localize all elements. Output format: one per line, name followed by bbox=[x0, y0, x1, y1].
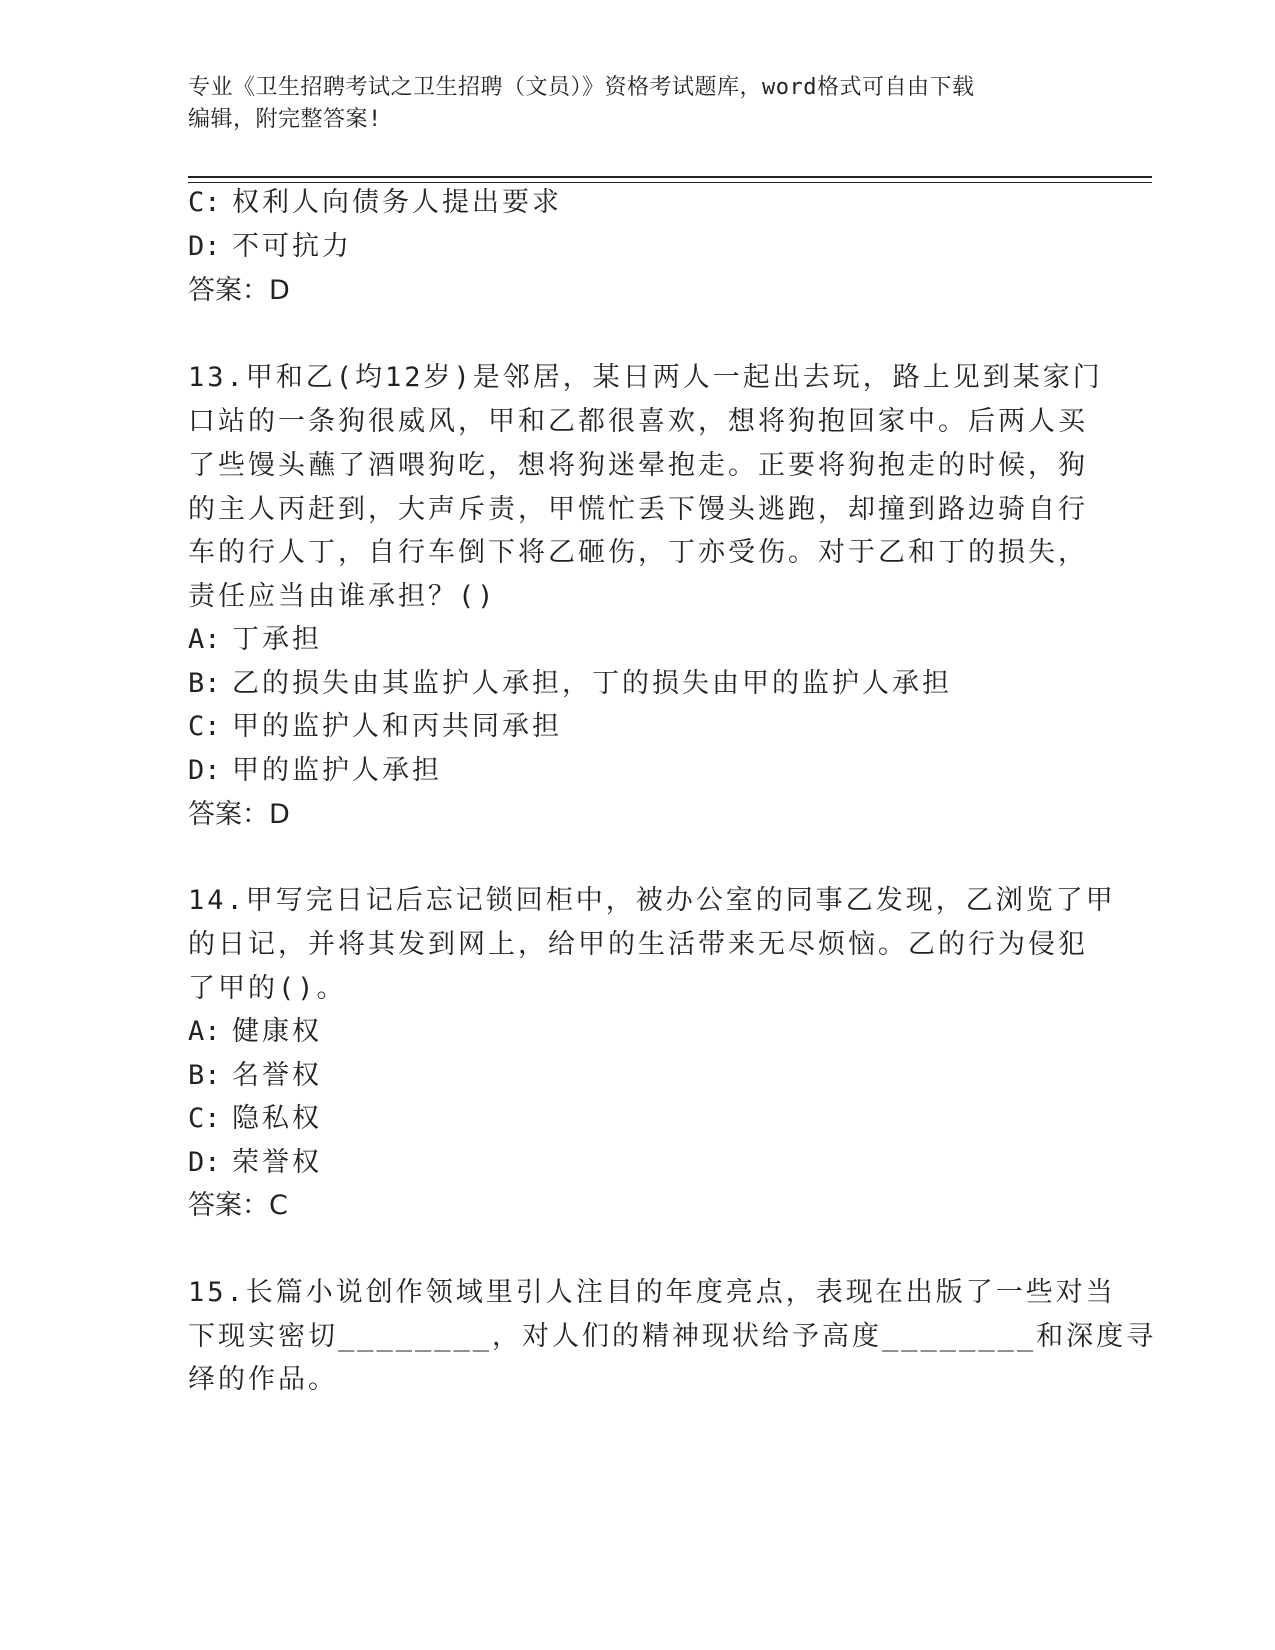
q13-option-a bbox=[188, 622, 322, 658]
header-line-2: 编辑，附完整答案! bbox=[188, 107, 382, 132]
document-header bbox=[188, 72, 1068, 136]
header-rule-thin bbox=[188, 182, 1152, 183]
q13-text-line: 责任应当由谁承担？() bbox=[188, 581, 497, 612]
q13-text-line: 的主人丙赶到，大声斥责，甲慌忙丢下馒头逃跑，却撞到路边骑自行 bbox=[188, 494, 1088, 525]
q14-text-line: 了甲的()。 bbox=[188, 973, 347, 1004]
q12-option-d bbox=[188, 229, 352, 265]
option-text: 甲的监护人承担 bbox=[232, 755, 442, 786]
q14-option-c bbox=[188, 1101, 322, 1137]
option-letter: C: bbox=[188, 187, 221, 218]
q15-text-line: 下现实密切________，对人们的精神现状给予高度________和深度寻 bbox=[188, 1321, 1157, 1352]
option-letter: A: bbox=[188, 1016, 221, 1047]
option-letter: C: bbox=[188, 1103, 221, 1134]
q14-option-b bbox=[188, 1058, 322, 1094]
option-letter: D: bbox=[188, 755, 221, 786]
q14-answer: 答案：C bbox=[188, 1190, 288, 1221]
q14-text-line: 14.甲写完日记后忘记锁回柜中，被办公室的同事乙发现，乙浏览了甲 bbox=[188, 885, 1116, 916]
header-line-1: 专业《卫生招聘考试之卫生招聘（文员）》资格考试题库，word格式可自由下载 bbox=[188, 75, 975, 100]
q14-option-d bbox=[188, 1145, 322, 1181]
q13-text-line: 了些馒头蘸了酒喂狗吃，想将狗迷晕抱走。正要将狗抱走的时候，狗 bbox=[188, 450, 1088, 481]
option-text: 甲的监护人和丙共同承担 bbox=[232, 711, 562, 742]
option-letter: B: bbox=[188, 1060, 221, 1091]
option-text: 乙的损失由其监护人承担，丁的损失由甲的监护人承担 bbox=[232, 668, 952, 699]
q12-answer: 答案：D bbox=[188, 275, 290, 306]
option-letter: C: bbox=[188, 711, 221, 742]
q13-text-line: 13.甲和乙(均12岁)是邻居，某日两人一起出去玩，路上见到某家门 bbox=[188, 362, 1103, 393]
q13-option-c bbox=[188, 709, 562, 745]
q14-text-line: 的日记，并将其发到网上，给甲的生活带来无尽烦恼。乙的行为侵犯 bbox=[188, 929, 1088, 960]
q13-text-line: 车的行人丁，自行车倒下将乙砸伤，丁亦受伤。对于乙和丁的损失， bbox=[188, 537, 1088, 568]
q15-text-line: 15.长篇小说创作领域里引人注目的年度亮点，表现在出版了一些对当 bbox=[188, 1277, 1116, 1308]
option-letter: D: bbox=[188, 231, 221, 262]
option-letter: A: bbox=[188, 624, 221, 655]
option-text: 隐私权 bbox=[232, 1103, 322, 1134]
option-text: 权利人向债务人提出要求 bbox=[232, 187, 562, 218]
option-letter: D: bbox=[188, 1147, 221, 1178]
header-rule-thick bbox=[188, 176, 1152, 178]
q15-text-line: 绎的作品。 bbox=[188, 1364, 338, 1395]
option-text: 健康权 bbox=[232, 1016, 322, 1047]
q12-option-c bbox=[188, 185, 562, 221]
option-text: 不可抗力 bbox=[232, 231, 352, 262]
option-text: 荣誉权 bbox=[232, 1147, 322, 1178]
q13-option-b bbox=[188, 666, 952, 702]
option-text: 丁承担 bbox=[232, 624, 322, 655]
q13-option-d bbox=[188, 753, 442, 789]
option-text: 名誉权 bbox=[232, 1060, 322, 1091]
q13-text-line: 口站的一条狗很威风，甲和乙都很喜欢，想将狗抱回家中。后两人买 bbox=[188, 406, 1088, 437]
option-letter: B: bbox=[188, 668, 221, 699]
q14-option-a bbox=[188, 1014, 322, 1050]
q13-answer: 答案：D bbox=[188, 799, 290, 830]
